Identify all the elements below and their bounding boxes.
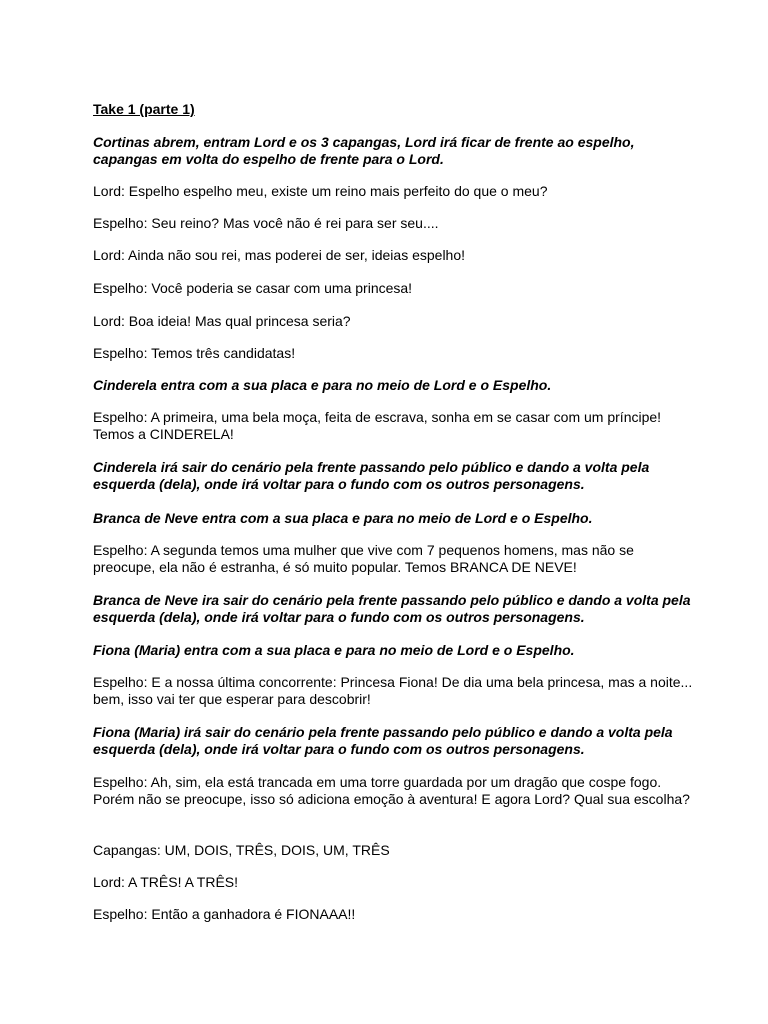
dialogue-line: Espelho: Você poderia se casar com uma princesa! [93,280,413,296]
stage-direction: Branca de Neve ira sair do cenário pela frente passando pelo público e dando a volta pela esquerda (dela), onde irá voltar para o fundo com os outros personagens. [93,592,691,625]
dialogue-line: Espelho: A primeira, uma bela moça, feita de escrava, sonha em se casar com um príncipe! Temos a CINDERELA! [93,409,662,442]
stage-direction: Fiona (Maria) entra com a sua placa e para no meio de Lord e o Espelho. [93,642,575,658]
dialogue-line: Espelho: A segunda temos uma mulher que vive com 7 pequenos homens, mas não se preocupe, ela não é estranha, é só muito popular. Temos BRANCA DE NEVE! [93,542,634,575]
dialogue-line: Lord: Espelho espelho meu, existe um reino mais perfeito do que o meu? [93,183,548,199]
dialogue-line: Capangas: UM, DOIS, TRÊS, DOIS, UM, TRÊS [93,842,390,858]
dialogue-line: Espelho: Então a ganhadora é FIONAAA!! [93,906,356,922]
stage-direction: Cinderela irá sair do cenário pela frente passando pelo público e dando a volta pela esquerda (dela), onde irá voltar para o fundo com os outros personagens. [93,459,650,492]
dialogue-line: Espelho: Temos três candidatas! [93,345,296,361]
stage-direction: Branca de Neve entra com a sua placa e para no meio de Lord e o Espelho. [93,510,593,526]
dialogue-line: Espelho: Ah, sim, ela está trancada em uma torre guardada por um dragão que cospe fogo. Porém não se preocupe, isso só adiciona emoção à aventura! E agora Lord? Qual sua escolha? [93,774,690,807]
stage-direction: Fiona (Maria) irá sair do cenário pela frente passando pelo público e dando a volta pela esquerda (dela), onde irá voltar para o fundo com os outros personagens. [93,724,673,757]
dialogue-line: Lord: Ainda não sou rei, mas poderei de ser, ideias espelho! [93,247,466,263]
dialogue-line: Espelho: Seu reino? Mas você não é rei para ser seu.... [93,215,439,231]
stage-direction: Cortinas abrem, entram Lord e os 3 capangas, Lord irá ficar de frente ao espelho, capangas em volta do espelho de frente para o Lord. [93,134,635,167]
stage-direction: Cinderela entra com a sua placa e para no meio de Lord e o Espelho. [93,377,552,393]
dialogue-line: Espelho: E a nossa última concorrente: Princesa Fiona! De dia uma bela princesa, mas a noite... bem, isso vai ter que esperar para descobrir! [93,674,693,707]
take-heading: Take 1 (parte 1) [93,101,195,117]
dialogue-line: Lord: A TRÊS! A TRÊS! [93,874,239,890]
dialogue-line: Lord: Boa ideia! Mas qual princesa seria? [93,313,351,329]
